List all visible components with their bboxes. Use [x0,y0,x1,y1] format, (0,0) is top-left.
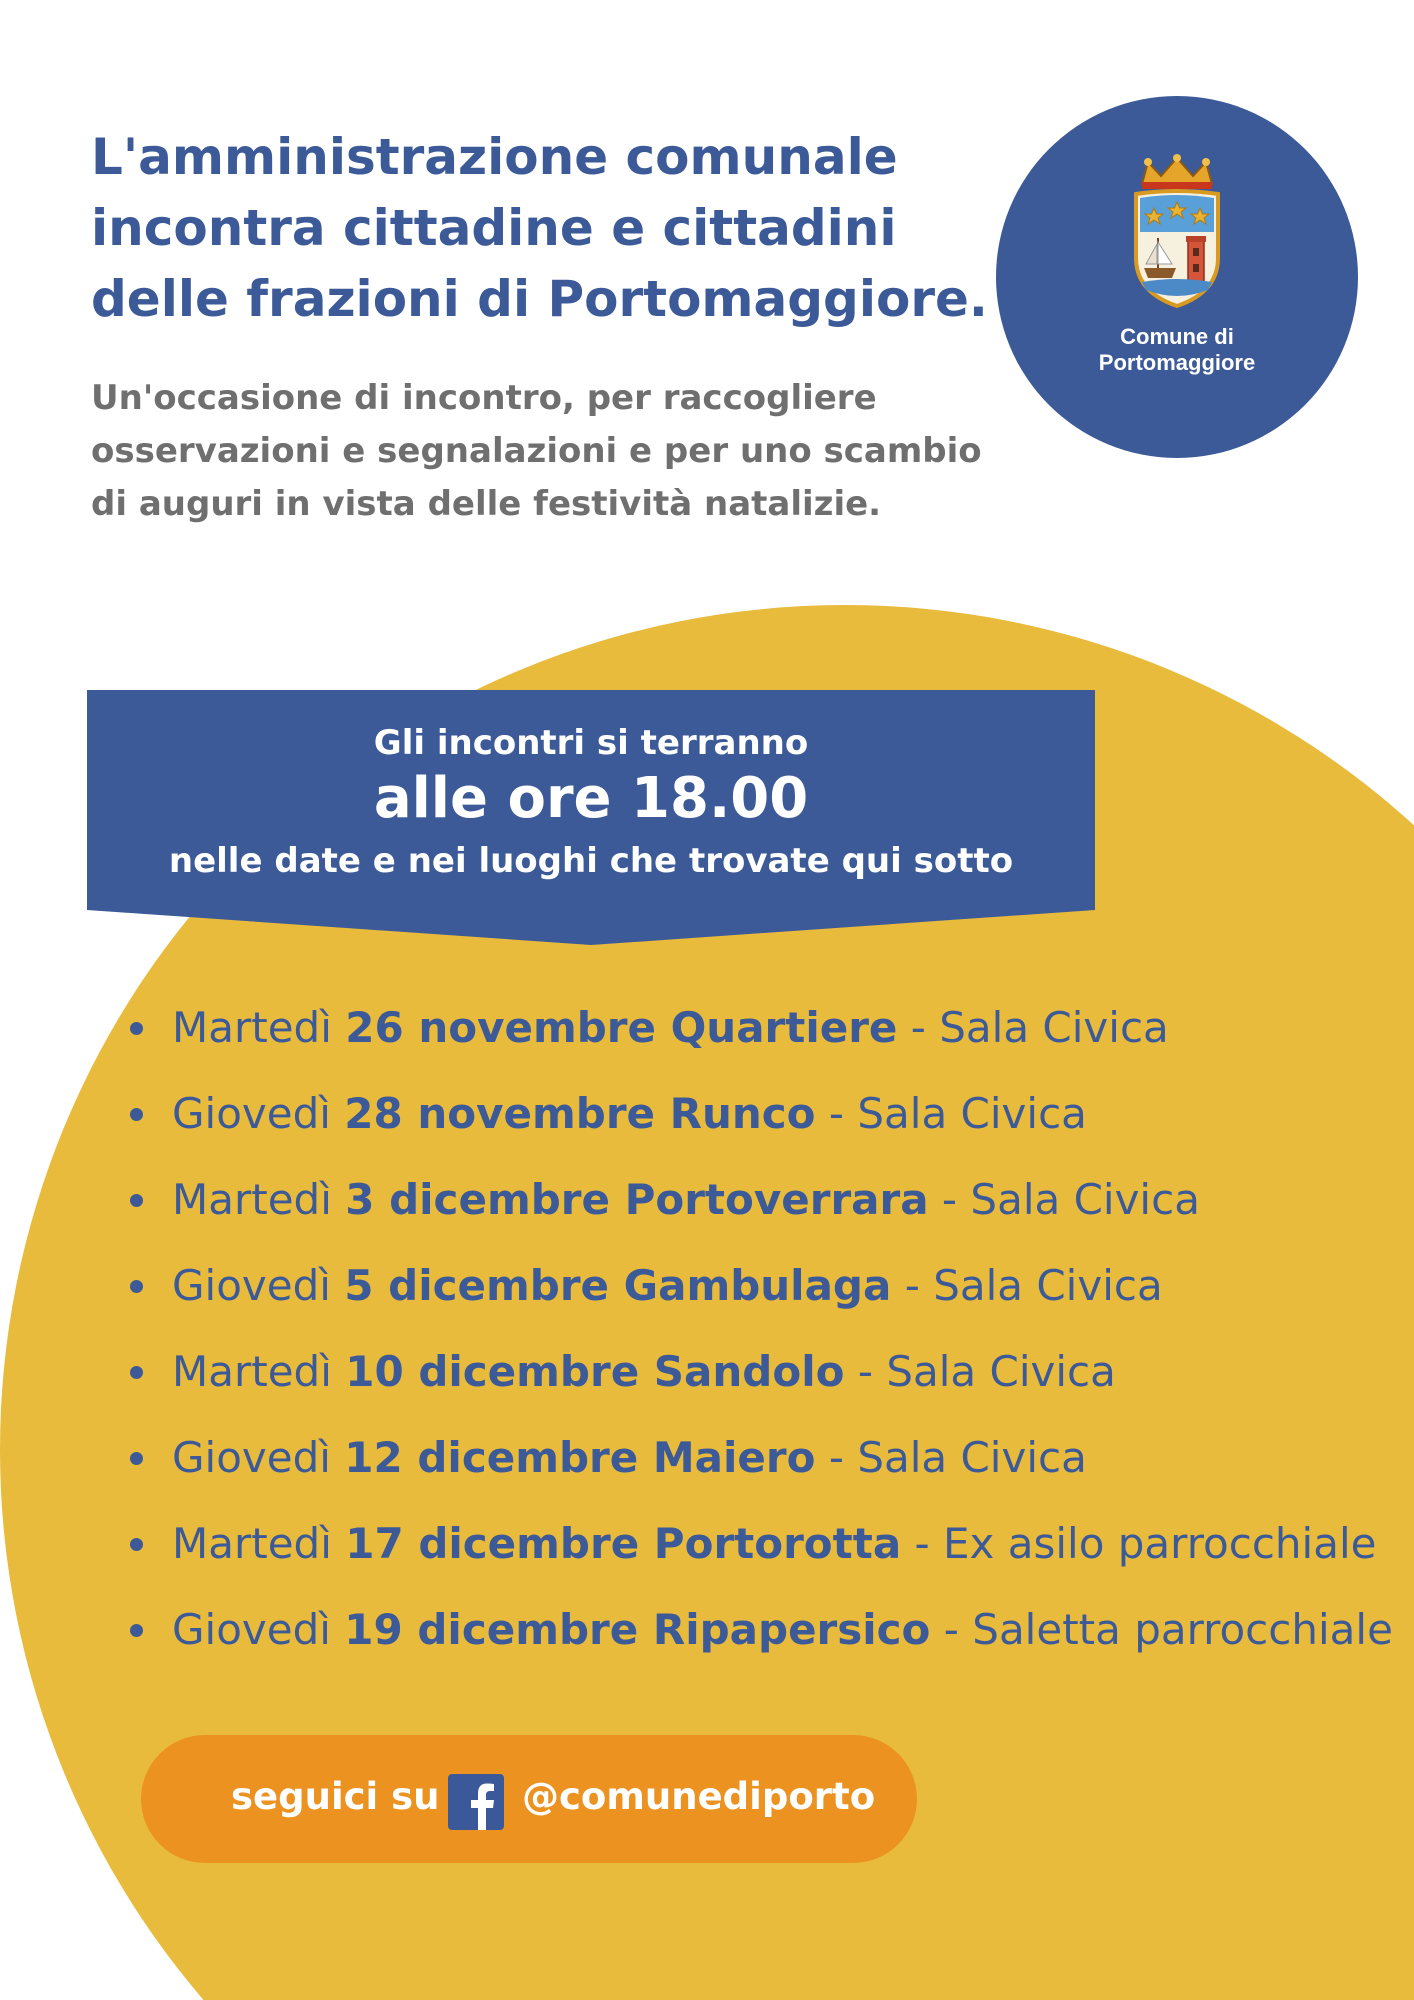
facebook-handle-link[interactable]: @comunediporto [522,1775,876,1818]
bullet-icon [130,1452,143,1465]
title-line: delle frazioni di Portomaggiore. [91,270,988,328]
meeting-venue: - Sala Civica [941,1175,1200,1224]
bullet-icon [130,1280,143,1293]
meeting-item [126,993,1396,1079]
municipality-logo [996,96,1358,458]
meeting-day: Giovedì [172,1605,331,1654]
bullet-icon [130,1194,143,1207]
logo-caption-line: Comune di [1120,324,1234,349]
meeting-item [126,1079,1396,1165]
social-follow-badge[interactable] [141,1735,917,1863]
meeting-day: Martedì [172,1003,332,1052]
bullet-icon [130,1366,143,1379]
meeting-day: Martedì [172,1347,332,1396]
meeting-list [126,993,1396,1681]
meeting-date-place: 19 dicembre Ripapersico [344,1605,931,1654]
meeting-date-place: 28 novembre Runco [344,1089,816,1138]
title-line: incontra cittadine e cittadini [91,199,897,257]
meeting-venue: - Sala Civica [857,1347,1116,1396]
meeting-date-place: 12 dicembre Maiero [344,1433,816,1482]
coat-of-arms-icon [1128,154,1226,310]
title-line: L'amministrazione comunale [91,128,898,186]
follow-label: seguici su [231,1775,440,1818]
meeting-date-place: 10 dicembre Sandolo [345,1347,845,1396]
meeting-venue: - Ex asilo parrocchiale [914,1519,1377,1568]
page-subtitle [91,372,1031,531]
meeting-venue: - Sala Civica [910,1003,1169,1052]
bullet-icon [130,1624,143,1637]
meeting-item [126,1165,1396,1251]
logo-caption [996,324,1358,376]
meeting-date-place: 26 novembre Quartiere [345,1003,898,1052]
meeting-item [126,1509,1396,1595]
meeting-venue: - Sala Civica [904,1261,1163,1310]
subtitle-line: osservazioni e segnalazioni e per uno scambio [91,431,982,471]
page-title [91,122,991,335]
meeting-item [126,1595,1396,1681]
meeting-date-place: 5 dicembre Gambulaga [344,1261,892,1310]
subtitle-line: di auguri in vista delle festività natalizie. [91,484,882,524]
banner-time: alle ore 18.00 [373,766,809,831]
meeting-venue: - Sala Civica [828,1433,1087,1482]
time-banner [87,690,1095,945]
meeting-day: Giovedì [172,1089,331,1138]
meeting-item [126,1337,1396,1423]
subtitle-line: Un'occasione di incontro, per raccogliere [91,378,877,418]
bullet-icon [130,1108,143,1121]
meeting-date-place: 3 dicembre Portoverrara [345,1175,929,1224]
meeting-day: Martedì [172,1519,332,1568]
meeting-day: Martedì [172,1175,332,1224]
meeting-date-place: 17 dicembre Portorotta [345,1519,902,1568]
meeting-day: Giovedì [172,1433,331,1482]
logo-caption-line: Portomaggiore [1098,350,1256,375]
bullet-icon [130,1538,143,1551]
bullet-icon [130,1022,143,1035]
facebook-icon[interactable] [448,1774,504,1830]
meeting-venue: - Sala Civica [828,1089,1087,1138]
banner-intro: Gli incontri si terranno [373,723,809,763]
meeting-venue: - Saletta parrocchiale [943,1605,1393,1654]
meeting-item [126,1251,1396,1337]
meeting-day: Giovedì [172,1261,331,1310]
banner-note: nelle date e nei luoghi che trovate qui sotto [168,841,1014,881]
meeting-item [126,1423,1396,1509]
